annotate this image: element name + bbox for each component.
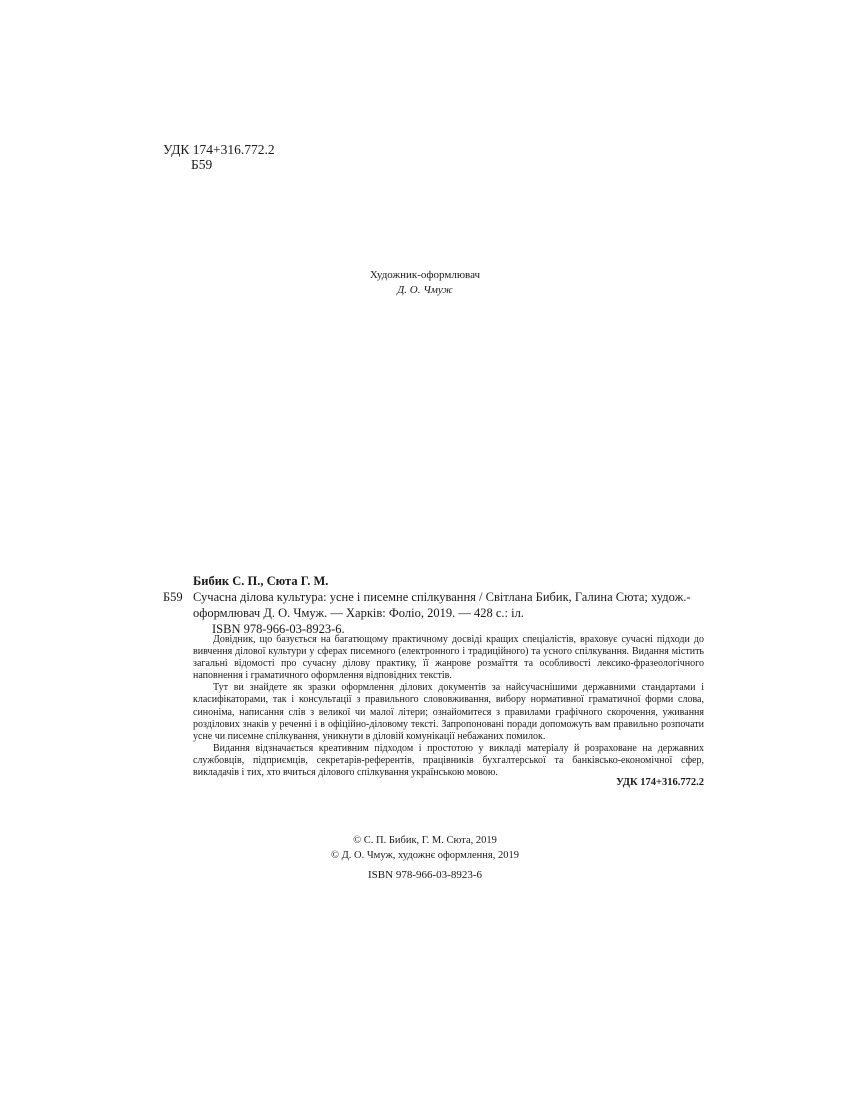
bibliographic-description: Сучасна ділова культура: усне і писемне спілкування / Світлана Бибик, Галина Сюта; худож.-оформлювач Д. О. Чмуж. — Харків: Фоліо, 2019. — 428 с.: іл. (193, 590, 691, 620)
isbn: ISBN 978-966-03-8923-6 (368, 869, 482, 881)
catalog-udk: УДК 174+316.772.2 (616, 777, 704, 788)
copyright-authors: © С. П. Бибик, Г. М. Сюта, 2019 (353, 835, 497, 846)
bbk-index: Б59 (191, 157, 213, 172)
designer-name: Д. О. Чмуж (397, 284, 453, 296)
catalog-index: Б59 (163, 590, 183, 604)
designer-credit (0, 268, 850, 298)
catalog-isbn: ISBN 978-966-03-8923-6. (212, 622, 345, 636)
abstract-paragraph: Довідник, що базується на багатющому практичному досвіді кращих спеціалістів, враховує сучасні підходи до вивчення ділової культури у сферах писемного (електронного і традиційного) та усного спілкування. Видання містить загальні відомості про сучасну ділову практику, її жанрове розмаїття та особливості лексико-фразеологічного наповнення і граматичного оформлення відповідних текстів. (193, 634, 704, 682)
abstract (193, 634, 704, 779)
designer-label: Художник-оформлювач (369, 269, 481, 281)
abstract-paragraph: Видання відзначається креативним підходом і простотою у викладі матеріалу й розраховане на державних службовців, підприємців, секретарів-референтів, працівників бухгалтерської та банківсько-економічної сфер, викладачів і тих, хто вчиться ділового спілкування українською мовою. (193, 742, 704, 779)
catalog-authors: Бибик С. П., Сюта Г. М. (193, 574, 329, 588)
copyright-design: © Д. О. Чмуж, художнє оформлення, 2019 (331, 850, 519, 861)
abstract-paragraph: Тут ви знайдете як зразки оформлення ділових документів за найсучаснішими державними стандартами і класифікаторами, так і консультації з правильного слововживання, вибору нормативної граматичної форми слова, синоніма, написання слів з великої чи малої літери; ознайомитеся з правилами графічного скорочення, уживання розділових знаків у реченні і в офіційно-діловому тексті. Запропоновані поради допоможуть вам правильно розпочати усне чи писемне спілкування, уникнути в діловій комунікації небажаних помилок. (193, 682, 704, 742)
copyright-block (0, 833, 850, 863)
udk-code: УДК 174+316.772.2 (163, 142, 275, 157)
